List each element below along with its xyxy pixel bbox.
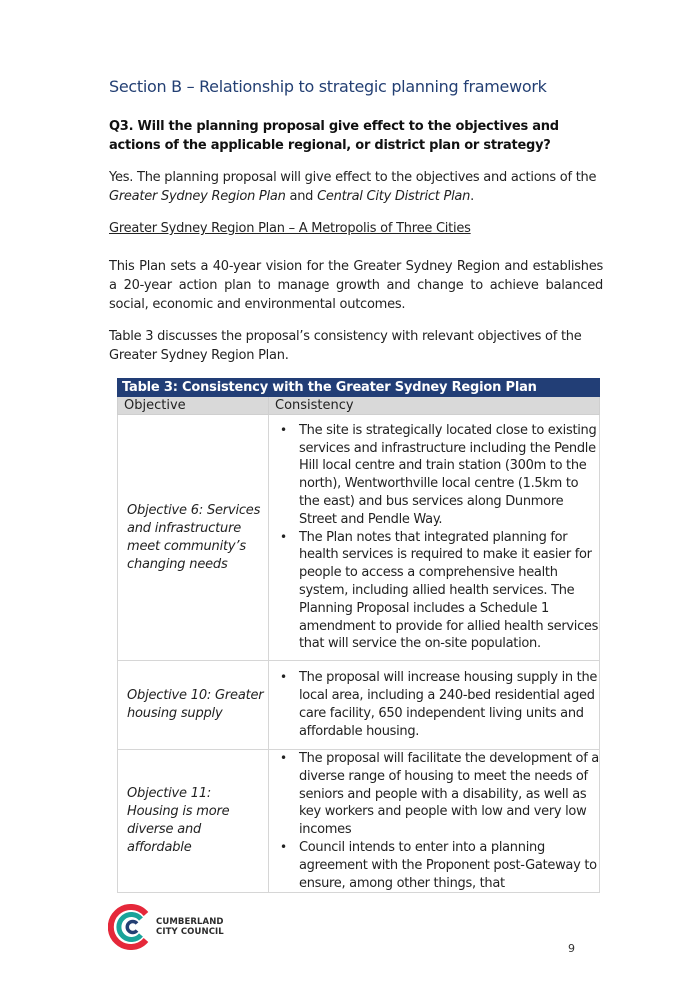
table-row	[118, 750, 600, 893]
list-item	[273, 529, 599, 654]
plan-name-region: Greater Sydney Region Plan	[109, 189, 286, 204]
bullet-text: The proposal will increase housing supply in the local area, including a 240-bed residential aged care facility, 650 independent living units and affordable housing.	[299, 670, 598, 739]
logo-line-2: CITY COUNCIL	[156, 927, 224, 937]
council-logo-icon	[108, 904, 154, 950]
section-heading: Section B – Relationship to strategic planning framework	[109, 77, 547, 96]
table-caption: Table 3: Consistency with the Greater Sydney Region Plan	[118, 379, 600, 397]
objective-cell: Objective 6: Services and infrastructure meet community’s changing needs	[118, 415, 269, 661]
logo-line-1: CUMBERLAND	[156, 917, 224, 927]
table-row	[118, 415, 600, 661]
bullet-text: The proposal will facilitate the development of a diverse range of housing to meet the needs of seniors and people with a disability, as well as key workers and people with low and very low incomes	[299, 751, 599, 838]
page-number: 9	[568, 942, 575, 955]
consistency-cell	[269, 750, 600, 893]
table-header-row	[118, 397, 600, 415]
table-row	[118, 661, 600, 750]
council-logo-text	[156, 917, 224, 937]
answer-middle: and	[285, 189, 318, 204]
consistency-cell	[269, 661, 600, 750]
bullet-text: The Plan notes that integrated planning for health services is required to make it easier for people to access a comprehensive health system, including allied health services. The Planning Proposal includes a Schedule 1 amendment to provide for allied health services that will service the on-site population.	[299, 529, 599, 652]
bullet-text: The site is strategically located close to existing services and infrastructure including the Pendle Hill local centre and train station (300m to the north), Wentworthville local centre (1.5km to the east) and bus services along Dunmore Street and Pendle Way.	[299, 422, 597, 527]
bullet-icon: •	[280, 529, 287, 544]
list-item	[273, 750, 599, 839]
plan-name-district: Central City District Plan	[317, 189, 471, 204]
bullet-icon: •	[280, 751, 287, 765]
consistency-cell	[269, 415, 600, 661]
plan-paragraph: This Plan sets a 40-year vision for the Greater Sydney Region and establishes a 20-year action plan to manage growth and change to achieve balanced social, economic and environmental outcomes.	[109, 259, 603, 312]
question-heading: Q3. Will the planning proposal give effect to the objectives and actions of the applicable regional, or district plan or strategy?	[109, 119, 559, 153]
column-header-objective: Objective	[118, 397, 269, 415]
answer-suffix: .	[470, 189, 475, 204]
list-item	[273, 839, 599, 892]
answer-prefix: Yes. The planning proposal will give effect to the objectives and actions of the	[109, 170, 597, 185]
list-item	[273, 422, 599, 529]
table-intro-paragraph: Table 3 discusses the proposal’s consistency with relevant objectives of the Greater Sydney Region Plan.	[109, 329, 582, 363]
answer-paragraph	[109, 168, 603, 206]
table-caption-row	[118, 379, 600, 397]
consistency-table	[117, 378, 600, 893]
list-item	[273, 669, 599, 740]
bullet-icon: •	[280, 839, 287, 854]
bullet-text: Council intends to enter into a planning agreement with the Proponent post-Gateway to ensure, among other things, that	[299, 839, 597, 891]
objective-cell: Objective 11: Housing is more diverse and affordable	[118, 750, 269, 893]
plan-subheading: Greater Sydney Region Plan – A Metropolis of Three Cities	[109, 221, 471, 236]
objective-cell: Objective 10: Greater housing supply	[118, 661, 269, 750]
bullet-icon: •	[280, 670, 287, 685]
column-header-consistency: Consistency	[269, 397, 600, 415]
bullet-icon: •	[280, 422, 287, 437]
